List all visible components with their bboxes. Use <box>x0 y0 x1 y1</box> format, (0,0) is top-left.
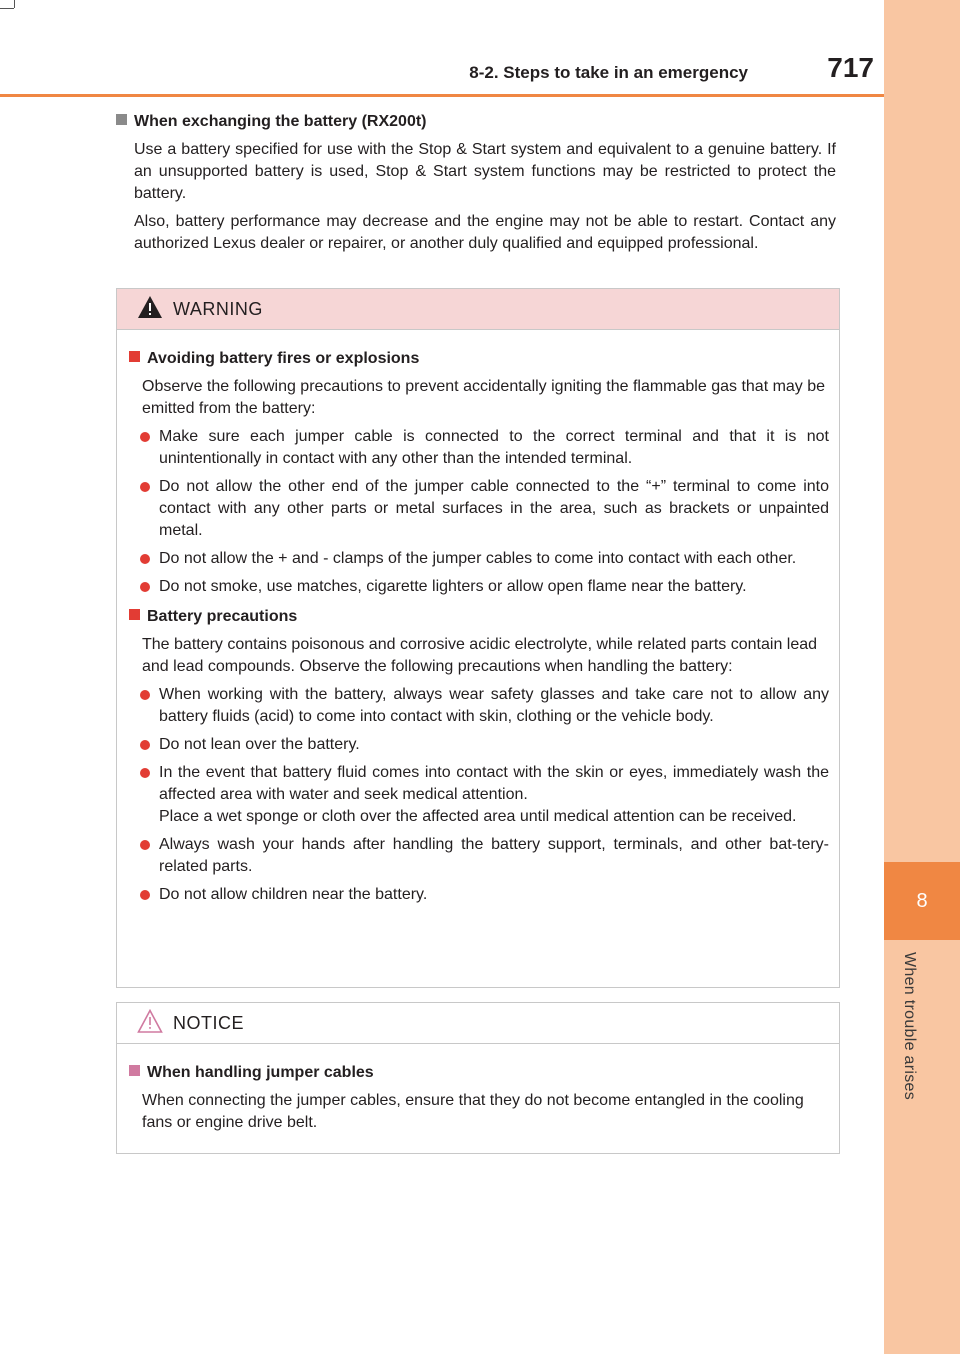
crop-mark <box>14 0 15 8</box>
bullet-dot-icon <box>140 840 150 850</box>
list-item: Do not allow the + and - clamps of the jumper cables to come into contact with each other. <box>159 548 829 570</box>
notice-subheading: When handling jumper cables <box>129 1062 829 1084</box>
warning-title: WARNING <box>173 298 263 319</box>
notice-body <box>117 1044 839 1148</box>
intro-section <box>116 111 836 255</box>
bullet-dot-icon <box>140 432 150 442</box>
square-bullet-icon <box>129 351 140 362</box>
square-bullet-icon <box>129 609 140 620</box>
list-item: Do not allow children near the battery. <box>159 884 829 906</box>
notice-title: NOTICE <box>173 1012 245 1033</box>
warning-header <box>117 289 839 330</box>
warning-subheading: Avoiding battery fires or explosions <box>129 348 829 370</box>
list-item: Do not smoke, use matches, cigarette lighters or allow open flame near the battery. <box>159 576 829 598</box>
warning-text: Observe the following precautions to prevent accidentally igniting the flammable gas that may be emitted from the battery: <box>142 378 826 417</box>
square-bullet-icon <box>116 114 127 125</box>
paragraph: Also, battery performance may decrease and the engine may not be able to restart. Contact any authorized Lexus dealer or repairer, or another duly qualified and equipped professional. <box>134 213 836 252</box>
bullet-dot-icon <box>140 768 150 778</box>
warning-text: The battery contains poisonous and corrosive acidic electrolyte, while related parts contain lead and lead compounds. Observe the following precautions when handling the battery: <box>142 636 818 675</box>
warning-triangle-icon <box>137 295 163 324</box>
bullet-dot-icon <box>140 690 150 700</box>
chapter-label: When trouble arises <box>901 952 918 1100</box>
list-item: Do not allow the other end of the jumper cable connected to the “+” terminal to come into contact with any other parts or metal surfaces in the area, such as brackets or unpainted metal. <box>159 476 829 542</box>
notice-header <box>117 1003 839 1044</box>
bullet-dot-icon <box>140 482 150 492</box>
warning-body <box>117 330 839 920</box>
paragraph: Use a battery specified for use with the Stop & Start system and equivalent to a genuine battery. If an unsupported battery is used, Stop & Start system functions may be restricted to protect the battery. <box>134 141 836 202</box>
list-item: In the event that battery fluid comes into contact with the skin or eyes, immediately wash the affected area with water and seek medical attention. Place a wet sponge or cloth over the affected area until medical attention can be received. <box>159 762 829 828</box>
notice-box <box>116 1002 840 1154</box>
bullet-dot-icon <box>140 582 150 592</box>
warning-subheading: Battery precautions <box>129 606 829 628</box>
bullet-dot-icon <box>140 554 150 564</box>
list-item: Always wash your hands after handling the battery support, terminals, and other bat-tery-related parts. <box>159 834 829 878</box>
crop-mark <box>0 8 14 9</box>
header-rule <box>0 94 884 97</box>
notice-triangle-icon <box>137 1009 163 1038</box>
chapter-tab[interactable]: 8 <box>884 862 960 940</box>
notice-text: When connecting the jumper cables, ensure that they do not become entangled in the cooling fans or engine drive belt. <box>142 1092 804 1131</box>
running-header: 8-2. Steps to take in an emergency <box>469 63 748 82</box>
list-item: When working with the battery, always wear safety glasses and take care not to allow any battery fluids (acid) to come into contact with skin, clothing or the vehicle body. <box>159 684 829 728</box>
square-bullet-icon <box>129 1065 140 1076</box>
warning-box <box>116 288 840 988</box>
section-heading: When exchanging the battery (RX200t) <box>116 111 836 133</box>
bullet-dot-icon <box>140 740 150 750</box>
list-item: Make sure each jumper cable is connected to the correct terminal and that it is not unintentionally in contact with any other than the intended terminal. <box>159 426 829 470</box>
page-number: 717 <box>827 52 874 83</box>
bullet-dot-icon <box>140 890 150 900</box>
list-item: Do not lean over the battery. <box>159 734 829 756</box>
